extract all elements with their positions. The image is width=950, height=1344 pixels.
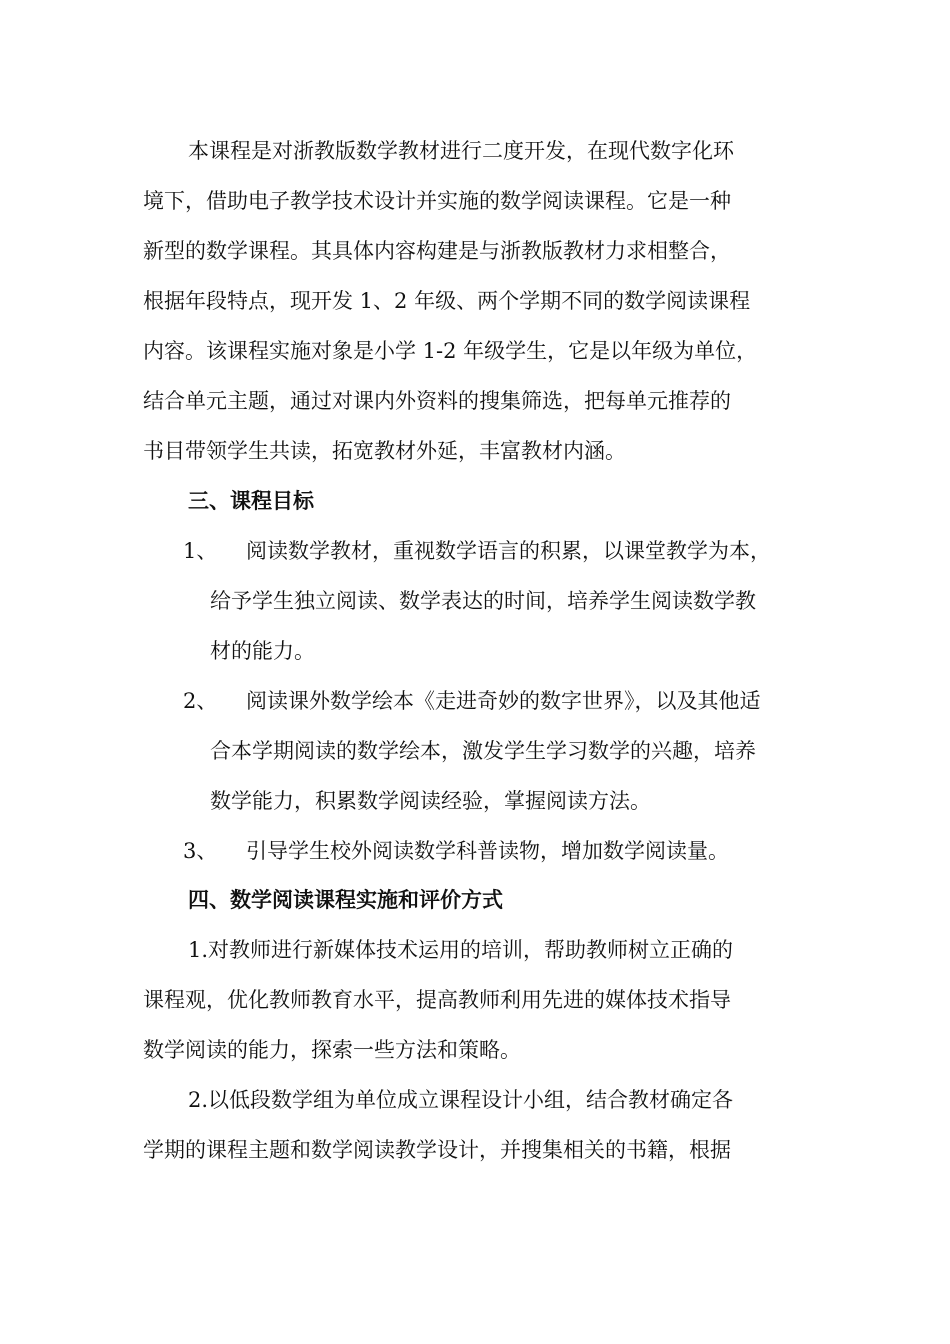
section-heading-implementation: 四、数学阅读课程实施和评价方式 xyxy=(188,887,503,912)
list-item-text: 给予学生独立阅读、数学表达的时间，培养学生阅读数学教 xyxy=(210,589,756,613)
paragraph-line: 1.对教师进行新媒体技术运用的培训，帮助教师树立正确的 xyxy=(188,938,734,962)
paragraph-line: 学期的课程主题和数学阅读教学设计，并搜集相关的书籍，根据 xyxy=(143,1138,731,1162)
intro-line: 结合单元主题，通过对课内外资料的搜集筛选，把每单元推荐的 xyxy=(143,389,731,413)
list-item-text: 阅读数学教材，重视数学语言的积累，以课堂教学为本， xyxy=(246,539,771,563)
intro-line: 新型的数学课程。其具体内容构建是与浙教版教材力求相整合， xyxy=(143,239,731,263)
intro-line: 境下，借助电子教学技术设计并实施的数学阅读课程。它是一种 xyxy=(143,189,731,213)
list-item-text: 合本学期阅读的数学绘本，激发学生学习数学的兴趣，培养 xyxy=(210,739,756,763)
paragraph-line: 课程观，优化教师教育水平，提高教师利用先进的媒体技术指导 xyxy=(143,988,731,1012)
list-item-text: 数学能力，积累数学阅读经验，掌握阅读方法。 xyxy=(210,789,651,813)
list-item-number: 3、 xyxy=(183,839,218,863)
intro-line: 书目带领学生共读，拓宽教材外延，丰富教材内涵。 xyxy=(143,439,626,463)
list-item-number: 1、 xyxy=(183,539,218,563)
list-item-text: 引导学生校外阅读数学科普读物，增加数学阅读量。 xyxy=(246,839,729,863)
intro-line: 内容。该课程实施对象是小学 1-2 年级学生，它是以年级为单位， xyxy=(143,339,758,363)
list-item-number: 2、 xyxy=(183,689,218,713)
list-item-text: 阅读课外数学绘本《走进奇妙的数字世界》，以及其他适 xyxy=(246,689,761,713)
paragraph-line: 2.以低段数学组为单位成立课程设计小组，结合教材确定各 xyxy=(188,1088,734,1112)
intro-line: 根据年段特点，现开发 1、2 年级、两个学期不同的数学阅读课程 xyxy=(143,289,751,313)
list-item-text: 材的能力。 xyxy=(210,639,315,663)
section-heading-goals: 三、课程目标 xyxy=(188,488,314,513)
paragraph-line: 数学阅读的能力，探索一些方法和策略。 xyxy=(143,1038,521,1062)
intro-line: 本课程是对浙教版数学教材进行二度开发，在现代数字化环 xyxy=(188,139,734,163)
